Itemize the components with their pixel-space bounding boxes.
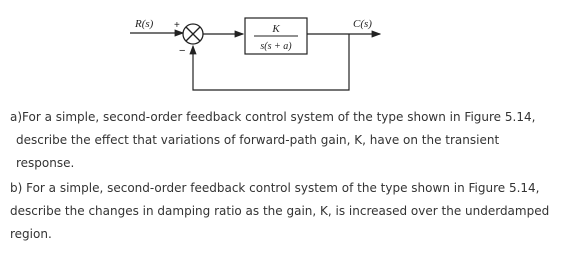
summing-junction: [183, 24, 203, 44]
output-label: C(s): [353, 18, 372, 30]
feedback-block-diagram: [0, 0, 571, 100]
question-b-line-3: region.: [10, 227, 52, 241]
question-a-line-3: response.: [16, 156, 75, 170]
minus-sign: −: [179, 45, 186, 57]
transfer-function-block: [245, 18, 307, 54]
question-a-line-1: a)For a simple, second-order feedback control system of the type shown in Figure 5.14,: [10, 110, 536, 124]
question-a-line-2: describe the effect that variations of forward-path gain, K, have on the transient: [16, 133, 500, 147]
plus-sign: +: [174, 20, 180, 31]
block-denominator: s(s + a): [260, 41, 292, 52]
question-a: [10, 106, 570, 175]
input-label: R(s): [135, 18, 154, 30]
question-b-line-2: describe the changes in damping ratio as the gain, K, is increased over the underdamped: [10, 204, 550, 218]
block-numerator: K: [272, 23, 280, 35]
question-b-line-1: b) For a simple, second-order feedback control system of the type shown in Figure 5.14,: [10, 181, 540, 195]
question-b: [10, 177, 570, 246]
